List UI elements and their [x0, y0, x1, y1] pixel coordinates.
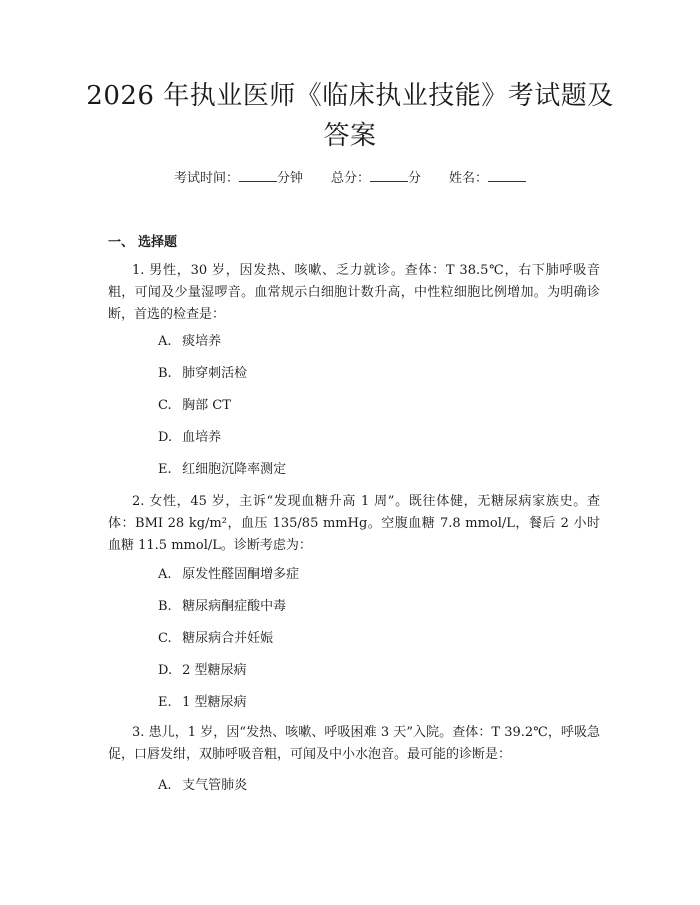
option-text: 红细胞沉降率测定 [182, 462, 287, 477]
question-1-stem: 1. 男性，30 岁，因发热、咳嗽、乏力就诊。查体：T 38.5℃，右下肺呼吸音粗，可闻及少量湿啰音。血常规示白细胞计数升高，中性粒细胞比例增加。为明确诊断，首选的检查是： [108, 263, 600, 322]
option-text: 糖尿病酮症酸中毒 [182, 599, 287, 614]
option-text: 糖尿病合并妊娠 [182, 631, 274, 646]
option-letter: E. [158, 462, 172, 477]
exam-info-line [0, 168, 700, 189]
option-text: 痰培养 [182, 334, 222, 349]
option-text: 血培养 [182, 430, 222, 445]
question-1-option-d [158, 428, 221, 448]
question-1-option-c [158, 396, 231, 416]
question-2-option-e [158, 693, 247, 713]
option-text: 胸部 CT [182, 398, 231, 413]
option-letter: B. [158, 599, 172, 614]
question-1-option-e [158, 460, 286, 480]
option-text: 2 型糖尿病 [182, 663, 247, 678]
section-heading [108, 231, 177, 250]
question-3-option-a [158, 776, 247, 796]
option-letter: C. [158, 398, 172, 413]
question-1-option-b [158, 364, 247, 384]
option-letter: E. [158, 695, 172, 710]
option-letter: C. [158, 631, 172, 646]
option-letter: D. [158, 430, 173, 445]
score-unit: 分 [408, 171, 422, 186]
question-2-stem: 2. 女性，45 岁，主诉“发现血糖升高 1 周”。既往体健，无糖尿病家族史。查体：BMI 28 kg/m²，血压 135/85 mmHg。空腹血糖 7.8 mmol/L，餐后 2 小时血糖 11.5 mmol/L。诊断考虑为： [108, 494, 600, 553]
option-letter: D. [158, 663, 173, 678]
question-2-option-d [158, 661, 247, 681]
option-text: 支气管肺炎 [182, 778, 248, 793]
option-letter: B. [158, 366, 172, 381]
score-label: 总分： [330, 171, 370, 186]
option-text: 肺穿刺活检 [182, 366, 248, 381]
name-blank [488, 168, 526, 182]
question-2-option-a [158, 565, 299, 585]
option-text: 1 型糖尿病 [182, 695, 247, 710]
section-title: 选择题 [138, 235, 178, 250]
question-2-option-c [158, 629, 273, 649]
score-blank [370, 168, 408, 182]
time-unit: 分钟 [276, 171, 303, 186]
option-text: 原发性醛固酮增多症 [182, 567, 300, 582]
option-letter: A. [158, 778, 172, 793]
option-letter: A. [158, 334, 172, 349]
time-label: 考试时间： [173, 171, 239, 186]
question-1-option-a [158, 332, 221, 352]
question-3-stem: 3. 患儿，1 岁，因“发热、咳嗽、呼吸困难 3 天”入院。查体：T 39.2℃，呼吸急促，口唇发绀，双肺呼吸音粗，可闻及中小水泡音。最可能的诊断是： [108, 725, 600, 762]
section-number: 一、 [108, 235, 135, 250]
question-2-option-b [158, 597, 286, 617]
time-blank [239, 168, 277, 182]
option-letter: A. [158, 567, 172, 582]
name-label: 姓名： [449, 171, 489, 186]
document-title: 2026 年执业医师《临床执业技能》考试题及答案 [86, 81, 614, 151]
